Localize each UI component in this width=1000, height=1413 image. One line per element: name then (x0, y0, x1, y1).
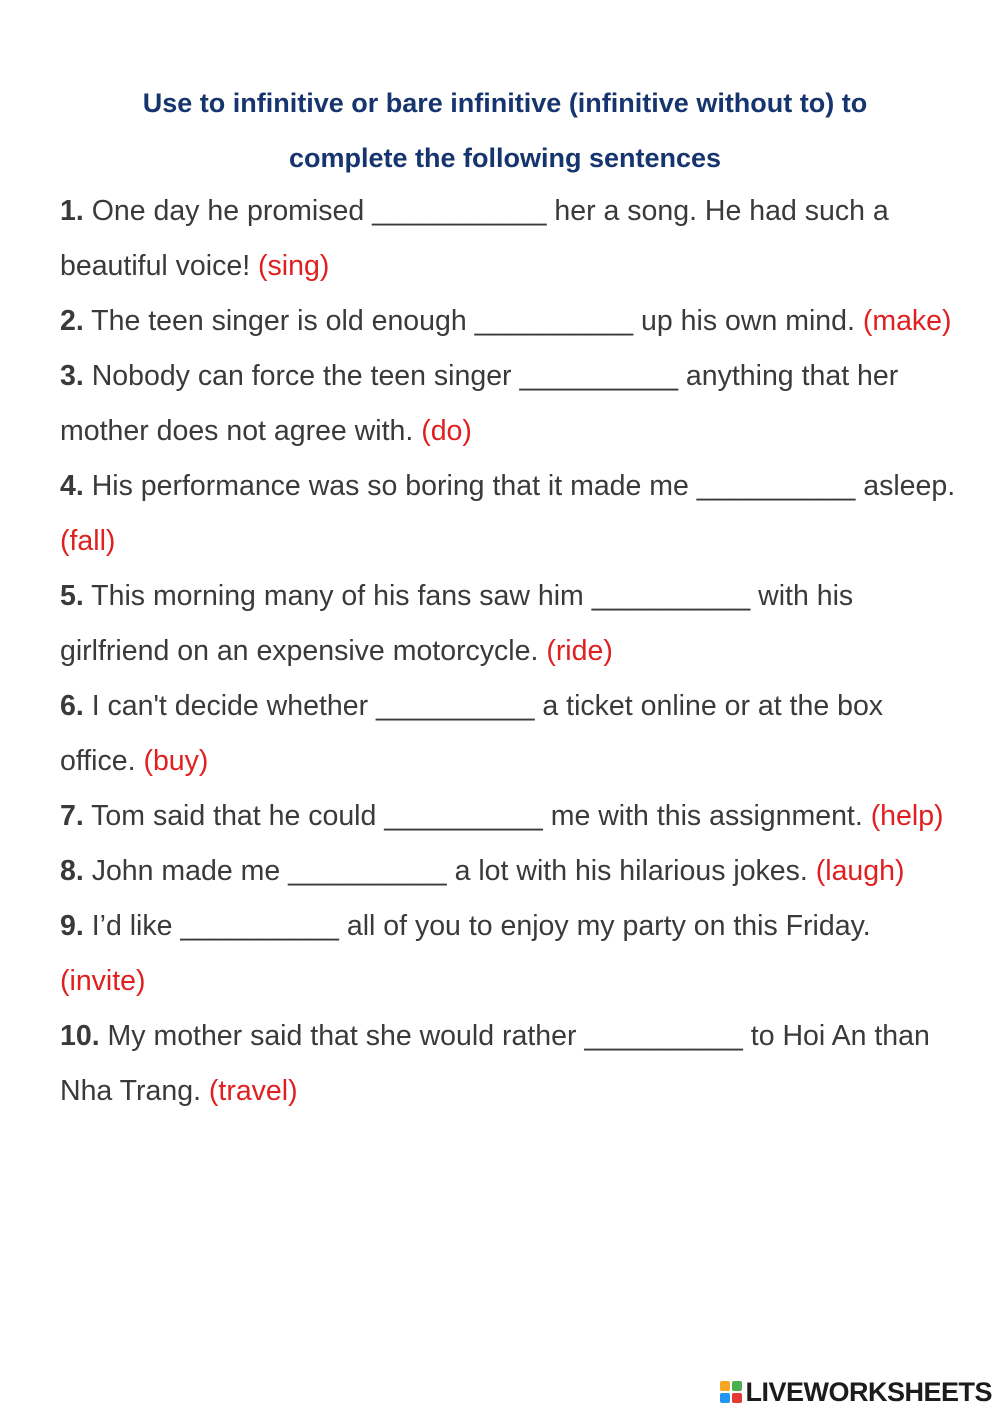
logo-grid-icon (720, 1381, 742, 1403)
answer-blank[interactable]: __________ (375, 690, 535, 722)
item-number: 9. (60, 910, 84, 942)
item-text-after: up his own mind. (633, 305, 863, 337)
answer-blank[interactable]: __________ (180, 910, 339, 942)
item-number: 6. (60, 690, 84, 722)
exercise-item-7 (60, 789, 960, 844)
item-text-before: The teen singer is old enough (83, 305, 475, 337)
item-text-before: His performance was so boring that it made me (83, 470, 697, 502)
logo-square (732, 1393, 742, 1403)
exercise-item-2 (60, 294, 960, 349)
item-number: 8. (60, 855, 84, 887)
item-text-before: One day he promised (83, 195, 373, 227)
item-text-after: me with this assignment. (542, 800, 871, 832)
item-number: 4. (60, 470, 84, 502)
exercise-item-9 (60, 899, 960, 1009)
item-number: 7. (60, 800, 84, 832)
verb-hint: (help) (870, 800, 944, 832)
item-text-after: all of you to enjoy my party on this Friday. (338, 910, 871, 942)
liveworksheets-logo (720, 1377, 992, 1407)
item-number: 2. (60, 305, 84, 337)
verb-hint: (buy) (143, 745, 209, 777)
item-text-before: John made me (83, 855, 289, 887)
title-line-2: complete the following sentences (288, 143, 722, 173)
verb-hint: (do) (421, 415, 472, 447)
item-text-after: a lot with his hilarious jokes. (446, 855, 816, 887)
logo-square (720, 1393, 730, 1403)
verb-hint: (laugh) (815, 855, 905, 887)
item-text-after: anything that her mother does not agree with. (60, 360, 899, 447)
exercise-item-1 (60, 184, 960, 294)
item-text-after: asleep. (855, 470, 956, 502)
exercise-list (60, 184, 960, 1119)
item-number: 1. (60, 195, 84, 227)
logo-text: LIVEWORKSHEETS (745, 1376, 992, 1407)
answer-blank[interactable]: __________ (519, 360, 678, 392)
item-text-after: with his girlfriend on an expensive motorcycle. (60, 580, 854, 667)
item-text-before: Tom said that he could (83, 800, 385, 832)
verb-hint: (sing) (258, 250, 330, 282)
item-text-before: Nobody can force the teen singer (83, 360, 520, 392)
item-number: 3. (60, 360, 84, 392)
verb-hint: (ride) (546, 635, 613, 667)
answer-blank[interactable]: __________ (288, 855, 447, 887)
item-text-before: I’d like (83, 910, 181, 942)
item-text-after: her a song. He had such a beautiful voice! (60, 195, 889, 282)
exercise-item-3 (60, 349, 960, 459)
answer-blank[interactable]: __________ (584, 1020, 743, 1052)
item-text-before: My mother said that she would rather (99, 1020, 585, 1052)
answer-blank[interactable]: __________ (696, 470, 856, 502)
item-text-after: to Hoi An than Nha Trang. (60, 1020, 930, 1107)
item-text-after: a ticket online or at the box office. (60, 690, 884, 777)
title-line-1: Use to infinitive or bare infinitive (infinitive without to) to (142, 88, 868, 118)
verb-hint: (fall) (60, 525, 116, 557)
logo-square (732, 1381, 742, 1391)
exercise-item-10 (60, 1009, 960, 1119)
item-text-before: This morning many of his fans saw him (83, 580, 592, 612)
exercise-item-6 (60, 679, 960, 789)
answer-blank[interactable]: __________ (384, 800, 543, 832)
item-text-before: I can't decide whether (83, 690, 376, 722)
exercise-item-5 (60, 569, 960, 679)
verb-hint: (invite) (60, 965, 146, 997)
verb-hint: (travel) (208, 1075, 298, 1107)
worksheet-title (40, 76, 970, 186)
verb-hint: (make) (862, 305, 952, 337)
logo-square (720, 1381, 730, 1391)
exercise-item-8 (60, 844, 960, 899)
item-number: 5. (60, 580, 84, 612)
answer-blank[interactable]: __________ (474, 305, 634, 337)
exercise-item-4 (60, 459, 960, 569)
answer-blank[interactable]: __________ (591, 580, 751, 612)
item-number: 10. (60, 1020, 100, 1052)
answer-blank[interactable]: ___________ (372, 195, 547, 227)
